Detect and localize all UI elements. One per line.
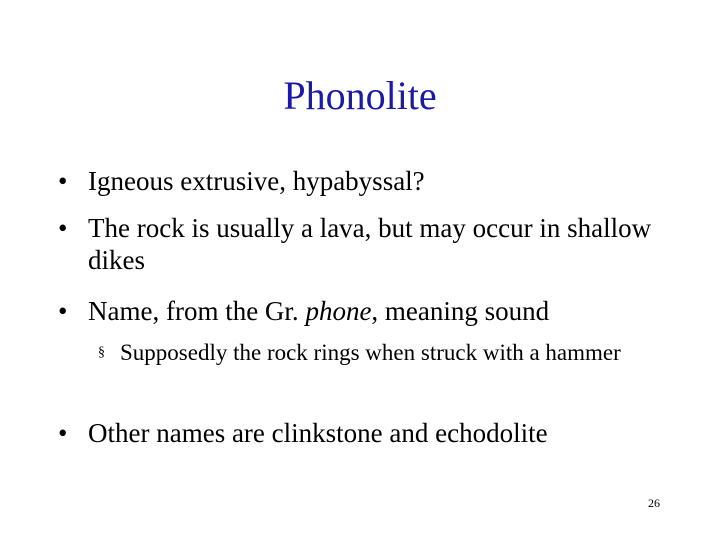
bullet-marker: •: [58, 213, 68, 243]
sub-bullet-item: [98, 338, 658, 368]
sub-bullet-text: Supposedly the rock rings when struck with a hammer: [120, 340, 621, 365]
sub-bullet-marker: §: [98, 345, 105, 360]
bullet-item: [58, 295, 658, 327]
bullet-text-after: , meaning sound: [371, 296, 550, 326]
bullet-text-before: Name, from the Gr.: [88, 296, 306, 326]
bullet-text: [88, 295, 658, 327]
bullet-text: The rock is usually a lava, but may occur in shallow dikes: [88, 213, 652, 275]
bullet-text-italic: phone: [305, 296, 372, 326]
bullet-marker: •: [58, 418, 68, 448]
slide-title: Phonolite: [283, 73, 437, 118]
bullet-item: [58, 212, 658, 276]
bullet-item: [58, 417, 658, 449]
bullet-item: [58, 165, 658, 197]
bullet-marker: •: [58, 166, 68, 196]
bullet-text: Other names are clinkstone and echodolite: [88, 418, 548, 448]
bullet-marker: •: [58, 296, 68, 326]
bullet-text: Igneous extrusive, hypabyssal?: [88, 166, 425, 196]
page-number: 26: [648, 496, 660, 510]
